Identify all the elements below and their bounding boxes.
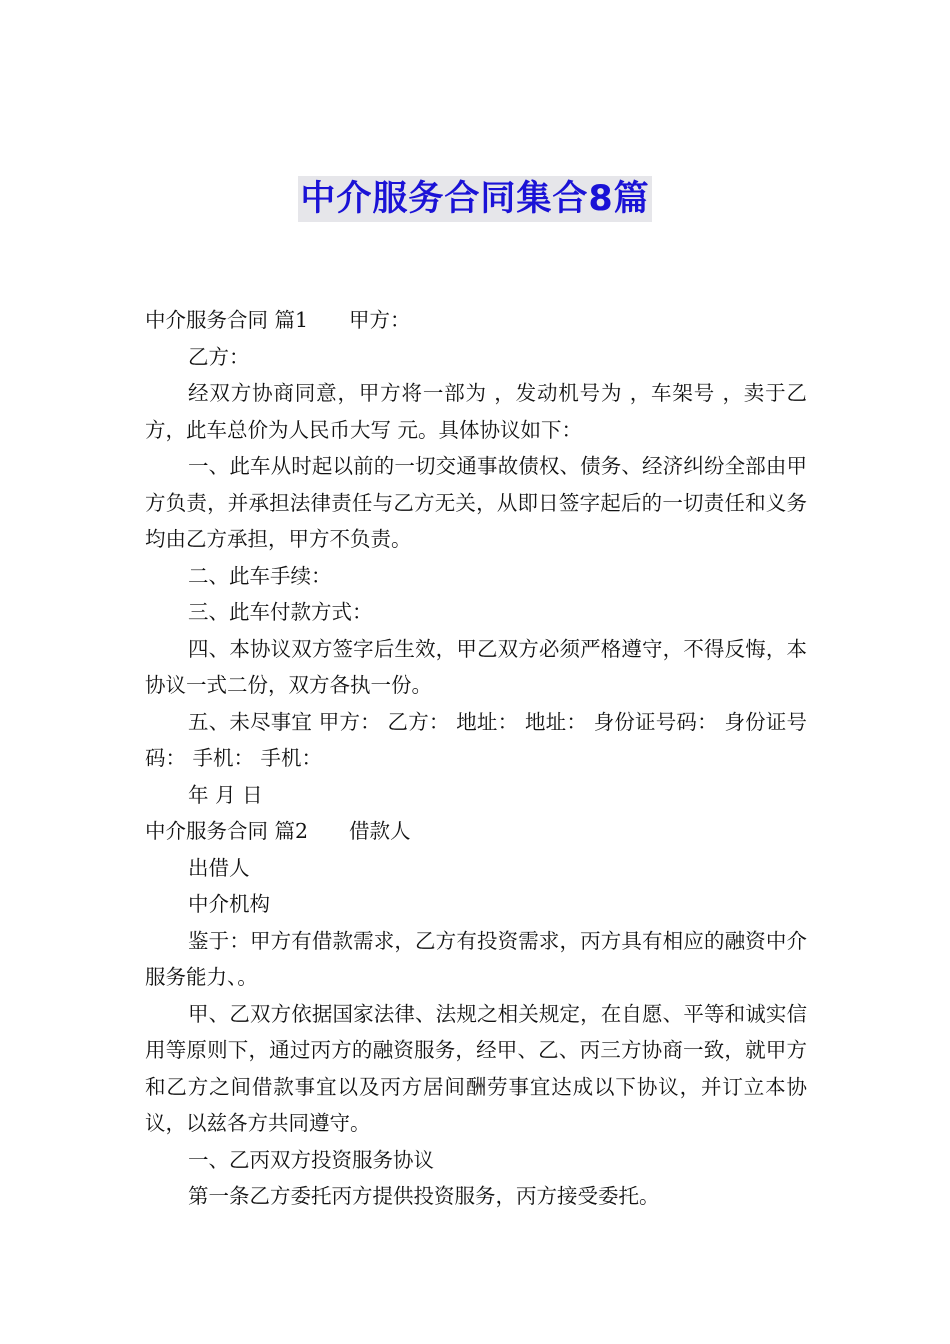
title-wrap <box>0 176 950 222</box>
paragraph-clause-4: 四、本协议双方签字后生效，甲乙双方必须严格遵守，不得反悔，本协议一式二份，双方各执一份。 <box>145 636 807 697</box>
paragraph-date: 年 月 日 <box>188 782 263 807</box>
paragraph-section1-heading: 中介服务合同 篇1 甲方： <box>145 308 411 332</box>
paragraph-clause-1: 一、此车从时起以前的一切交通事故债权、债务、经济纠纷全部由甲方负责，并承担法律责任与乙方无关，从即日签字起后的一切责任和义务均由乙方承担，甲方不负责。 <box>145 454 807 551</box>
paragraph-part-1-heading: 一、乙丙双方投资服务协议 <box>188 1147 435 1172</box>
paragraph-article-1: 第一条乙方委托丙方提供投资服务，丙方接受委托。 <box>188 1184 660 1208</box>
paragraph-clause-2: 二、此车手续： <box>188 563 332 588</box>
document-body <box>145 302 807 1215</box>
paragraph-intermediary: 中介机构 <box>188 892 271 916</box>
paragraph-agreement-intro: 经双方协商同意，甲方将一部为 ，发动机号为 ，车架号 ，卖于乙方，此车总价为人民币大写 元。具体协议如下： <box>145 381 807 442</box>
document-title: 中介服务合同集合8篇 <box>298 176 651 222</box>
paragraph-parties-agreement: 甲、乙双方依据国家法律、法规之相关规定，在自愿、平等和诚实信用等原则下，通过丙方的融资服务，经甲、乙、丙三方协商一致，就甲方和乙方之间借款事宜以及丙方居间酬劳事宜达成以下协议，并订立本协议，以兹各方共同遵守。 <box>145 1001 807 1135</box>
paragraph-party-b: 乙方： <box>188 344 250 369</box>
paragraph-clause-3: 三、此车付款方式： <box>188 600 373 624</box>
paragraph-clause-5: 五、未尽事宜 甲方： 乙方： 地址： 地址： 身份证号码： 身份证号码： 手机： 手机： <box>145 709 807 770</box>
paragraph-whereas: 鉴于：甲方有借款需求，乙方有投资需求，丙方具有相应的融资中介服务能力、。 <box>145 928 807 989</box>
paragraph-section2-heading: 中介服务合同 篇2 借款人 <box>145 819 411 843</box>
paragraph-lender: 出借人 <box>188 855 250 880</box>
